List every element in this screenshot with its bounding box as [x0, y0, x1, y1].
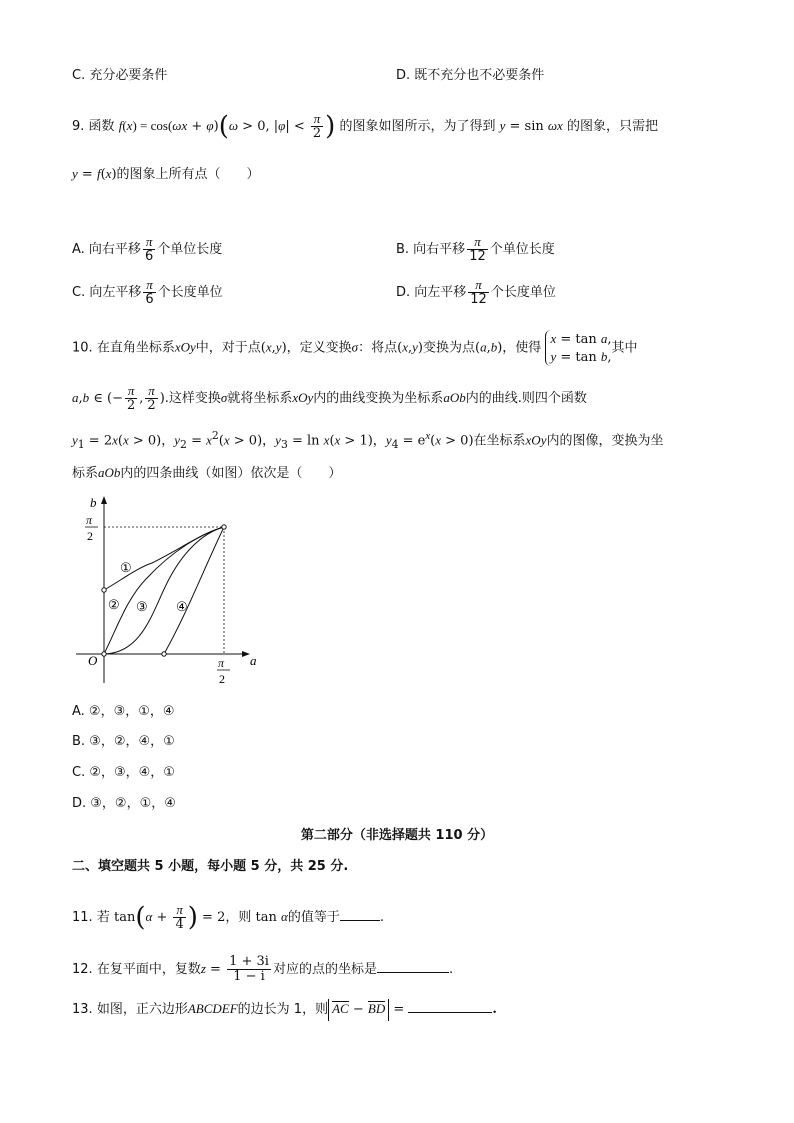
curve-1 — [104, 527, 224, 590]
label-two-b: 2 — [87, 529, 93, 543]
q11-answer-blank[interactable] — [340, 906, 380, 921]
q13-vector-abs: AC − BD — [328, 999, 389, 1021]
q9-option-a: A. 向右平移 $\frac{\pi}{6}$ 个单位长度 — [72, 234, 223, 264]
part-two-title: 第二部分（非选择题共 110 分） — [300, 828, 494, 843]
q9-number: 9. — [72, 119, 85, 134]
point-origin — [102, 652, 106, 656]
q11: 11. 若 tan(α + $\frac{\pi}{4}$ ) = 2，则 tan α的值等于 . — [72, 902, 384, 933]
section-fill-in-title: 二、填空题共 5 小题，每小题 5 分，共 25 分. — [72, 859, 349, 874]
q10-equation-system: x = tan a, y = tan b, — [545, 330, 611, 366]
q9-pi-over-2: $\frac{\pi}{2}$ — [312, 111, 322, 141]
curve-4 — [164, 527, 224, 654]
q10-stem: 10. 在直角坐标系xOy中，对于点(x,y)，定义变换σ：将点(x,y)变换为点(a,b)，使得 x = tan a, y = tan b,其中 — [72, 331, 638, 365]
label-pi-b: π — [86, 513, 93, 527]
q11-number: 11. — [72, 910, 93, 925]
q10-option-d: D. ③，②，①，④ — [72, 796, 176, 811]
q10-stem-line2: a,b ∈ (− $\frac{\pi}{2}$ , $\frac{\pi}{2}$ ).这样变换σ就将坐标系xOy内的曲线变换为坐标系aOb内的曲线.则四个函数 — [72, 383, 587, 413]
point-b-axis — [102, 588, 106, 592]
q9-stem-line2: y = f(x)的图象上所有点（ ） — [72, 166, 260, 182]
label-a: a — [250, 653, 257, 668]
q8-option-d: D. 既不充分也不必要条件 — [396, 68, 545, 83]
q10-number: 10. — [72, 340, 93, 356]
curve-3 — [104, 527, 224, 654]
label-curve-4: ④ — [176, 599, 188, 614]
label-curve-3: ③ — [136, 599, 148, 614]
q10-option-b: B. ③，②，④，① — [72, 734, 175, 749]
q12-number: 12. — [72, 962, 93, 977]
label-curve-2: ② — [108, 597, 120, 612]
q8-option-c: C. 充分必要条件 — [72, 68, 168, 83]
q9-option-d: D. 向左平移 $\frac{\pi}{12}$ 个长度单位 — [396, 277, 556, 307]
label-curve-1: ① — [120, 560, 132, 575]
q10-option-a: A. ②，③，①，④ — [72, 704, 175, 719]
q9-option-b: B. 向右平移 $\frac{\pi}{12}$ 个单位长度 — [396, 234, 555, 264]
q12-answer-blank[interactable] — [377, 958, 449, 973]
q9-option-c: C. 向左平移 $\frac{\pi}{6}$ 个长度单位 — [72, 277, 223, 307]
point-a-axis — [162, 652, 166, 656]
q10-option-c: C. ②，③，④，① — [72, 765, 175, 780]
q9-function: f — [118, 118, 123, 133]
q12: 12. 在复平面中，复数z = $\frac{1 + 3i}{1 - i}$ 对应的点的坐标是 . — [72, 954, 454, 984]
q13-answer-blank[interactable] — [408, 998, 492, 1013]
label-pi-a: π — [218, 656, 225, 670]
a-axis-arrow — [242, 651, 250, 657]
point-top-right — [222, 525, 226, 529]
q9-stem: 9. 函数 f(x) = cos(ωx + φ)(ω > 0, |φ| < $\frac{\pi}{2}$ ) 的图象如图所示，为了得到 y = sin ωx 的图象，只需把 — [72, 111, 658, 142]
b-axis-arrow — [101, 496, 107, 504]
q13: 13. 如图，正六边形ABCDEF的边长为 1，则 AC − BD = . — [72, 998, 497, 1021]
q13-number: 13. — [72, 1002, 93, 1017]
label-two-a: 2 — [219, 672, 225, 686]
curve-2 — [104, 527, 224, 654]
label-b: b — [90, 495, 97, 510]
label-origin: O — [88, 653, 98, 668]
q10-stem-line3: $y_1 = 2x(x > 0)$，$y_2 = x^2(x > 0)$，$y_3 = \ln x(x > 1)$，$y_4 = e^x(x > 0)$在坐标系xOy内的图像，变换为坐 — [72, 429, 664, 451]
q10-stem-line4: 标系aOb内的四条曲线（如图）依次是（ ） — [72, 465, 342, 481]
q10-figure — [72, 493, 272, 693]
